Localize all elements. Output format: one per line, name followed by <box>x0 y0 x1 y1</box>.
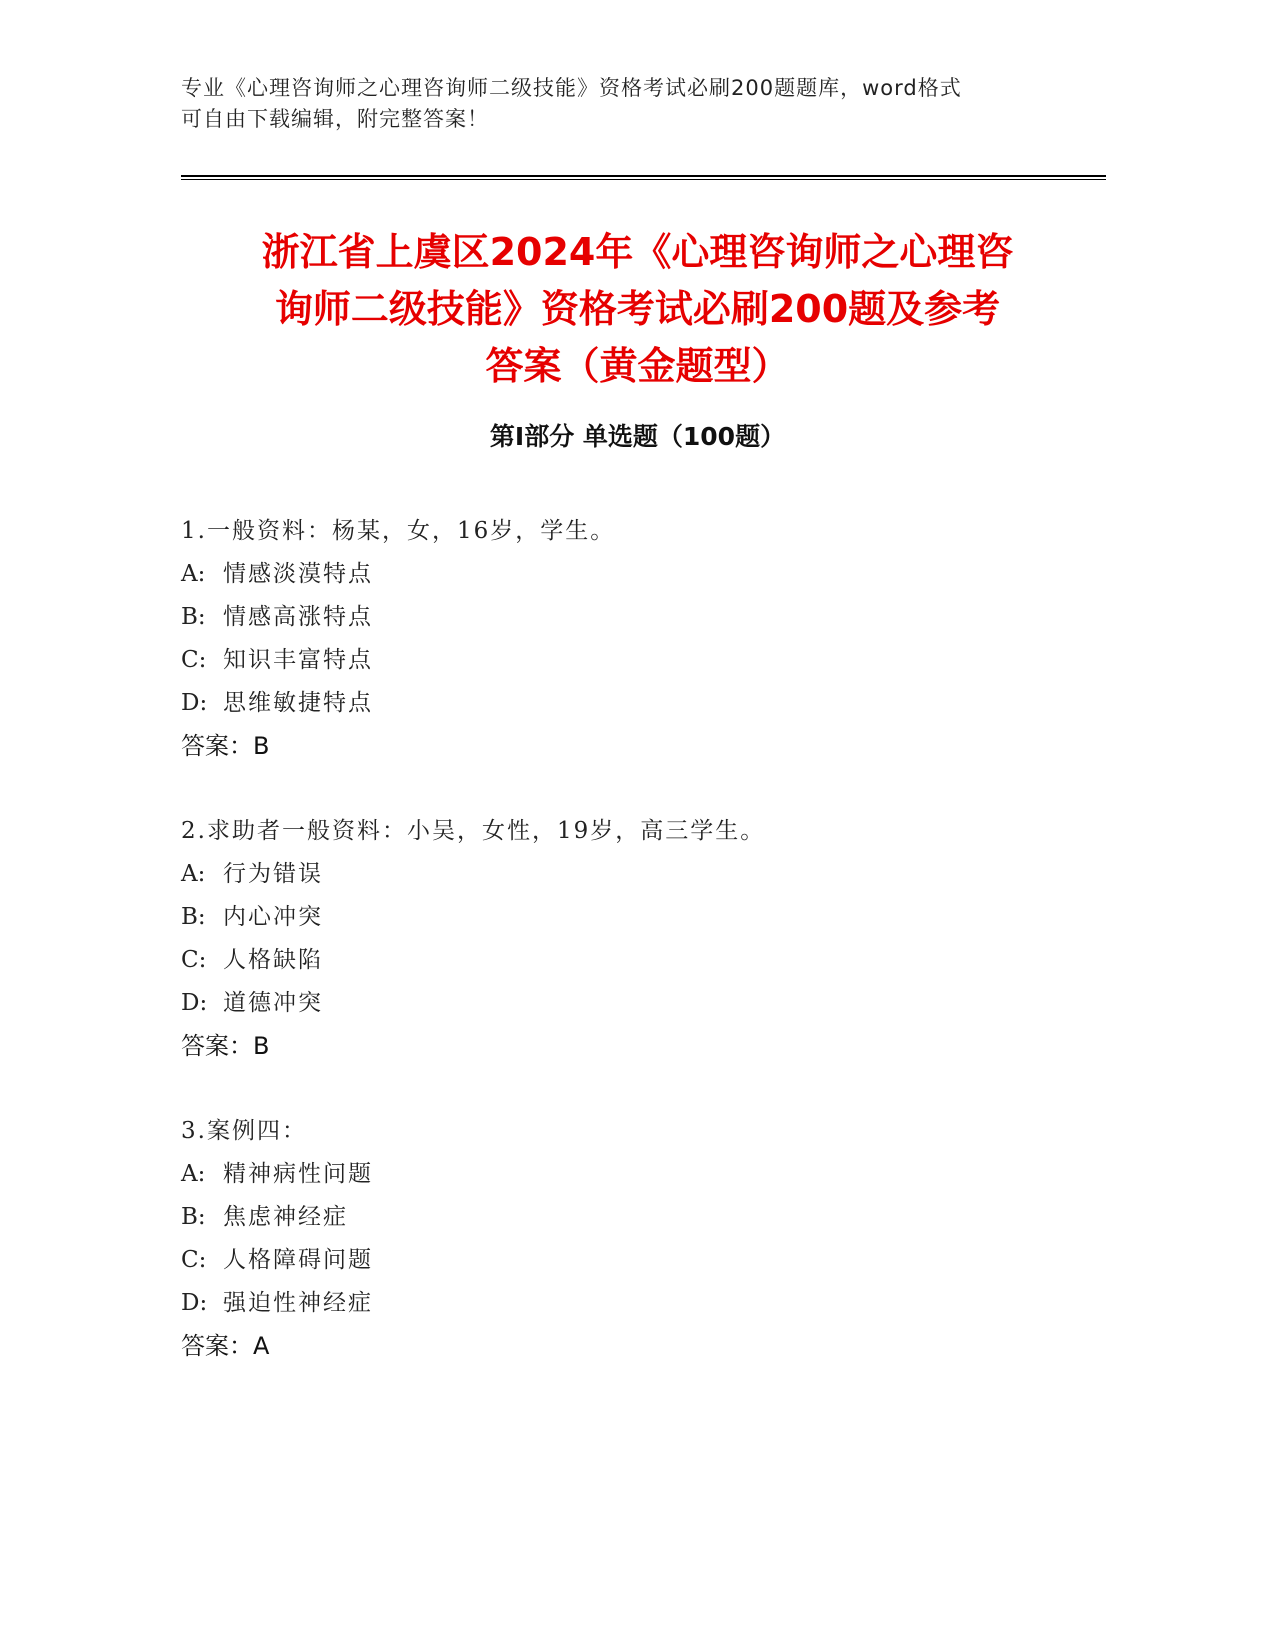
option-text: 情感淡漠特点 <box>223 561 373 587</box>
option-b <box>181 1196 1081 1239</box>
header-note-line-1: 专业《心理咨询师之心理咨询师二级技能》资格考试必刷200题题库，word格式 <box>181 76 962 100</box>
answer-line: 答案：B <box>181 732 270 760</box>
option-c <box>181 1239 1081 1282</box>
option-a <box>181 853 1081 896</box>
option-c <box>181 639 1081 682</box>
option-text: 思维敏捷特点 <box>223 690 373 716</box>
answer-line: 答案：B <box>181 1032 270 1060</box>
option-letter: B: <box>181 1204 206 1230</box>
question-3 <box>181 1110 1081 1368</box>
section-heading: 第Ⅰ部分 单选题（100题） <box>489 422 786 451</box>
option-letter: D: <box>181 690 208 716</box>
option-letter: D: <box>181 990 208 1016</box>
option-letter: A: <box>181 861 206 887</box>
option-text: 人格障碍问题 <box>223 1247 373 1273</box>
answer-line: 答案：A <box>181 1332 270 1360</box>
option-text: 行为错误 <box>223 861 323 887</box>
header-note-line-2: 可自由下载编辑，附完整答案！ <box>181 107 489 131</box>
header-note <box>181 73 1041 135</box>
option-letter: D: <box>181 1290 208 1316</box>
option-letter: C: <box>181 947 207 973</box>
option-letter: A: <box>181 561 206 587</box>
document-title-line-3: 答案（黄金题型） <box>485 344 790 388</box>
option-text: 知识丰富特点 <box>223 647 373 673</box>
option-text: 情感高涨特点 <box>223 604 373 630</box>
option-text: 道德冲突 <box>223 990 323 1016</box>
question-list <box>181 510 1081 1410</box>
option-d <box>181 682 1081 725</box>
option-b <box>181 896 1081 939</box>
question-stem: 2.求助者一般资料：小吴，女性，19岁，高三学生。 <box>181 818 766 844</box>
option-d <box>181 1282 1081 1325</box>
question-1 <box>181 510 1081 768</box>
header-divider <box>181 175 1106 180</box>
option-b <box>181 596 1081 639</box>
document-title <box>160 224 1115 395</box>
option-letter: C: <box>181 1247 207 1273</box>
option-text: 强迫性神经症 <box>223 1290 373 1316</box>
option-text: 精神病性问题 <box>223 1161 373 1187</box>
question-stem: 1.一般资料：杨某，女，16岁，学生。 <box>181 518 616 544</box>
option-letter: C: <box>181 647 207 673</box>
option-a <box>181 1153 1081 1196</box>
option-c <box>181 939 1081 982</box>
option-text: 焦虑神经症 <box>223 1204 348 1230</box>
option-text: 内心冲突 <box>223 904 323 930</box>
option-letter: A: <box>181 1161 206 1187</box>
question-stem: 3.案例四： <box>181 1118 307 1144</box>
option-letter: B: <box>181 904 206 930</box>
question-2 <box>181 810 1081 1068</box>
option-text: 人格缺陷 <box>223 947 323 973</box>
option-a <box>181 553 1081 596</box>
option-d <box>181 982 1081 1025</box>
option-letter: B: <box>181 604 206 630</box>
document-title-line-1: 浙江省上虞区2024年《心理咨询师之心理咨 <box>261 230 1014 274</box>
document-title-line-2: 询师二级技能》资格考试必刷200题及参考 <box>274 287 1001 331</box>
